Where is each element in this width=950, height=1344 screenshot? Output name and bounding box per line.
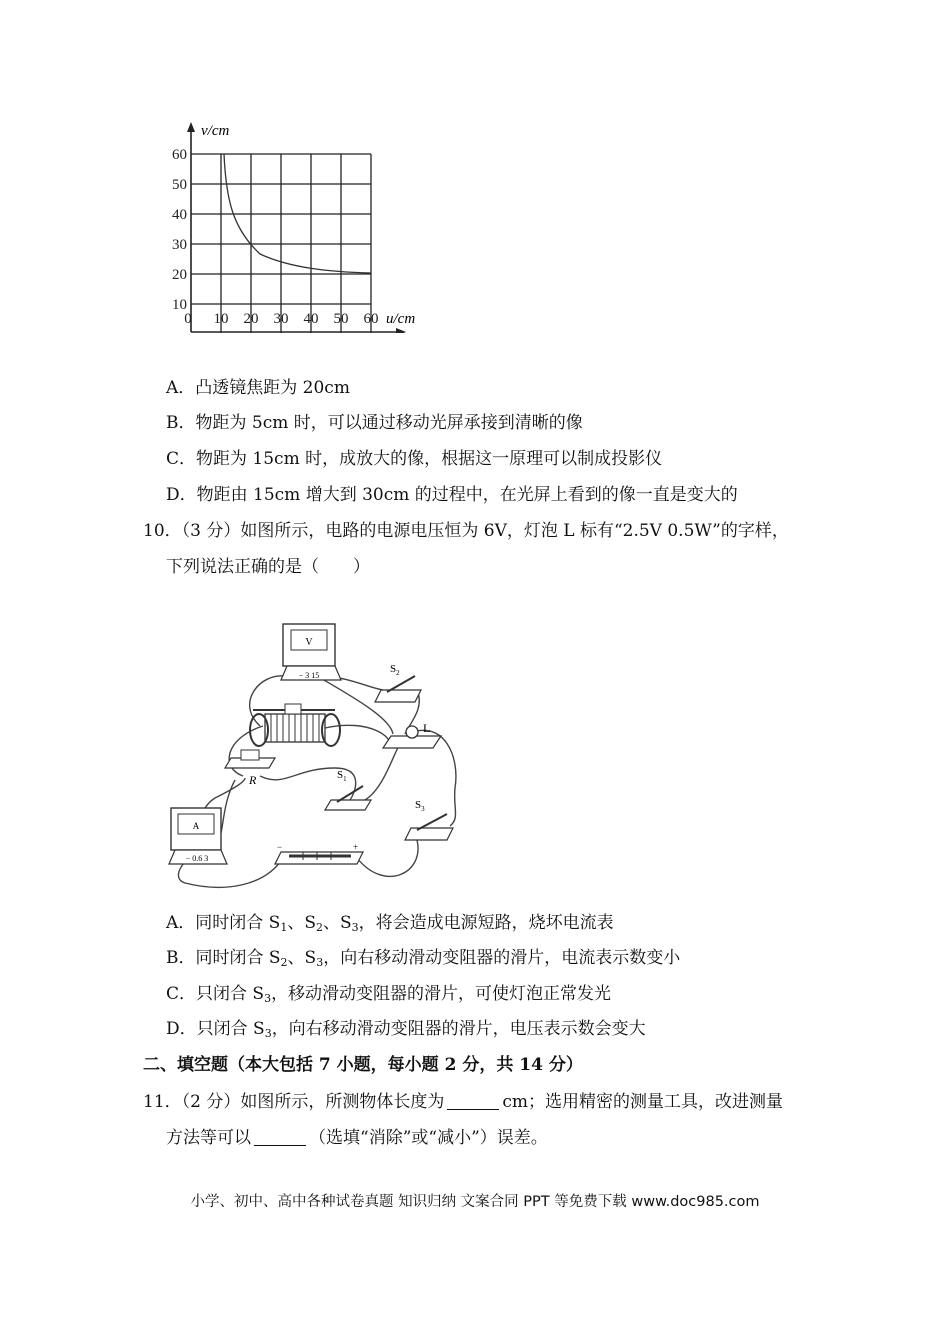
y-tick-label: 20 [172,267,187,283]
x-tick-label: 30 [273,311,289,327]
lamp-l [383,721,441,748]
answer-blank-length[interactable] [447,1091,499,1110]
battery-negative: − [277,842,283,852]
y-tick-label: 10 [172,297,187,313]
graph-grid [191,154,371,333]
voltmeter-symbol: V [305,637,313,648]
s3-label: $S_3$ [415,799,425,813]
x-tick-label: 0 [184,311,192,327]
q9-option-d: D．物距由 15cm 增大到 30cm 的过程中，在光屏上看到的像一直是变大的 [166,485,738,505]
x-axis-label: u/cm [386,311,416,327]
q11-line1: 11．（2 分）如图所示，所测物体长度为 cm；选用精密的测量工具，改进测量 [143,1092,783,1112]
voltmeter [281,624,341,680]
switch-s2 [375,663,421,702]
q10-stem-line2: 下列说法正确的是（ ） [166,557,370,577]
x-tick-label: 40 [303,311,319,327]
ammeter-terminals: − 0.6 3 [185,854,209,863]
y-tick-label: 40 [172,207,187,223]
q10-option-d: D．只闭合 $S_3$，向右移动滑动变阻器的滑片，电压表示数会变大 [166,1019,646,1040]
q10-stem-line1: 10．（3 分）如图所示，电路的电源电压恒为 6V，灯泡 L 标有“2.5V 0.5W”的字样， [143,521,789,541]
sliding-rheostat [250,704,340,746]
q9-option-b: B．物距为 5cm 时，可以通过移动光屏承接到清晰的像 [166,413,583,433]
q10-option-b: B．同时闭合 $S_2$、$S_3$，向右移动滑动变阻器的滑片，电流表示数变小 [166,948,681,969]
s2-label: $S_2$ [390,663,400,677]
y-tick-label: 60 [172,147,187,163]
ammeter [169,808,227,864]
y-axis-label: v/cm [201,123,230,139]
y-axis-arrow [187,122,195,132]
y-tick-label: 50 [172,177,187,193]
switch-s1 [325,769,371,810]
battery-positive: + [353,842,359,852]
y-tick-label: 30 [172,237,187,253]
answer-blank-error[interactable] [254,1127,306,1146]
resistor-label: R [249,773,257,787]
q10-option-c: C．只闭合 $S_3$，移动滑动变阻器的滑片，可使灯泡正常发光 [166,984,612,1005]
x-tick-labels [184,311,378,327]
y-tick-labels [172,147,187,313]
lamp-label: L [423,721,431,735]
q9-option-a: A．凸透镜焦距为 20cm [166,378,350,398]
x-axis-arrow [396,328,406,333]
section2-heading: 二、填空题（本大包括 7 小题，每小题 2 分，共 14 分） [143,1055,583,1075]
q11-line2: 方法等可以 （选填“消除”或“减小”）误差。 [166,1128,548,1148]
s1-label: $S_1$ [337,769,347,783]
circuit-diagram [165,618,475,893]
footer-banner: 小学、初中、高中各种试卷真题 知识归纳 文案合同 PPT 等免费下载 www.doc985.com [190,1194,760,1210]
image-distance-graph [160,118,440,333]
switch-s3 [405,799,453,840]
x-tick-label: 60 [363,311,379,327]
x-tick-label: 50 [333,311,349,327]
voltmeter-terminals: − 3 15 [298,671,320,680]
q10-option-a: A．同时闭合 $S_1$、$S_2$、$S_3$，将会造成电源短路，烧坏电流表 [166,913,614,934]
ammeter-symbol: A [192,821,200,831]
q9-option-c: C．物距为 15cm 时，成放大的像，根据这一原理可以制成投影仪 [166,449,663,469]
x-tick-label: 10 [213,311,229,327]
resistor-r [225,750,275,787]
battery-pack [275,842,363,864]
x-tick-label: 20 [243,311,259,327]
